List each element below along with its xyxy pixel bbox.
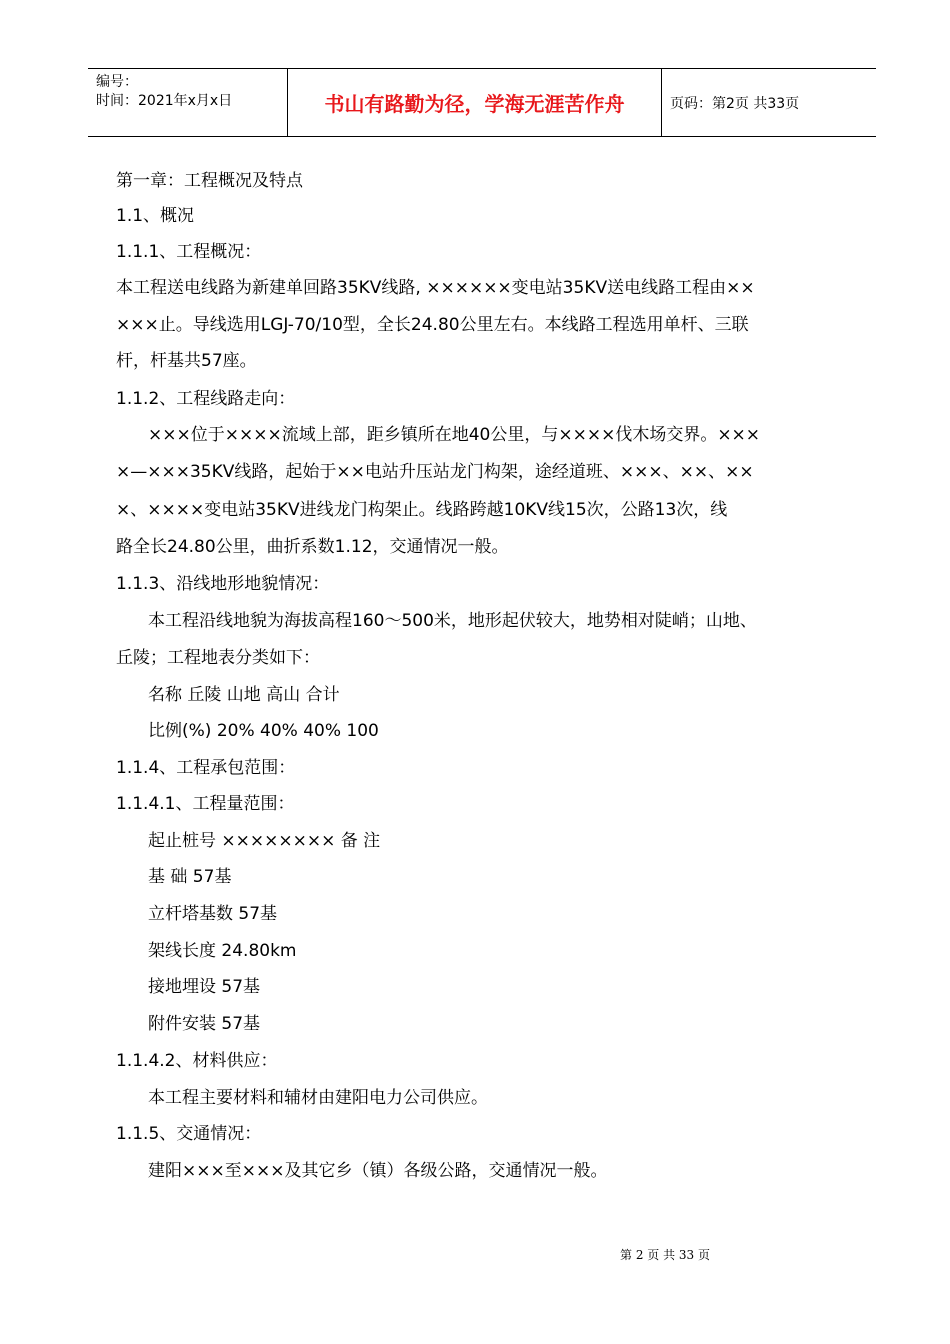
- section-heading: 1.1、概况: [116, 206, 195, 226]
- footer-page-number: 第 2 页 共 33 页: [620, 1248, 710, 1262]
- paragraph-line: 本工程主要材料和辅材由建阳电力公司供应。: [148, 1088, 488, 1108]
- number-label: 编号：: [96, 74, 138, 90]
- paragraph-line: 杆，杆基共57座。: [116, 351, 257, 371]
- subsection-heading: 1.1.4.2、材料供应：: [116, 1051, 278, 1071]
- quantity-table-row: 接地埋设 57基: [148, 977, 261, 997]
- terrain-table-row: 比例(%) 20% 40% 40% 100: [148, 721, 379, 741]
- time-label: 时间：2021年x月x日: [96, 93, 233, 109]
- header-left-cell: [88, 69, 288, 136]
- header-page-info: 页码：第2页 共33页: [670, 95, 800, 112]
- subsection-heading: 1.1.5、交通情况：: [116, 1124, 262, 1144]
- paragraph-line: 本工程送电线路为新建单回路35KV线路, ××××××变电站35KV送电线路工程由××: [116, 278, 755, 298]
- quantity-table-row: 基 础 57基: [148, 867, 232, 887]
- header-motto: 书山有路勤为径，学海无涯苦作舟: [288, 69, 662, 136]
- terrain-table-header: 名称 丘陵 山地 高山 合计: [148, 685, 340, 705]
- quantity-table-row: 附件安装 57基: [148, 1014, 261, 1034]
- subsection-heading: 1.1.4、工程承包范围：: [116, 758, 296, 778]
- quantity-table-row: 架线长度 24.80km: [148, 941, 297, 961]
- paragraph-line: ×、××××变电站35KV进线龙门构架止。线路跨越10KV线15次，公路13次，线: [116, 500, 728, 520]
- paragraph-line: 丘陵；工程地表分类如下：: [116, 648, 320, 668]
- subsection-heading: 1.1.1、工程概况：: [116, 242, 262, 262]
- subsection-heading: 1.1.3、沿线地形地貌情况：: [116, 574, 330, 594]
- subsection-heading: 1.1.2、工程线路走向：: [116, 389, 296, 409]
- paragraph-line: ×××止。导线选用LGJ-70/10型，全长24.80公里左右。本线路工程选用单杆、三联: [116, 315, 749, 335]
- page-footer: [0, 1246, 950, 1263]
- chapter-title: 第一章：工程概况及特点: [116, 171, 303, 191]
- quantity-table-header: 起止桩号 ×××××××× 备 注: [148, 831, 381, 851]
- paragraph-line: 路全长24.80公里，曲折系数1.12，交通情况一般。: [116, 537, 509, 557]
- subsection-heading: 1.1.4.1、工程量范围：: [116, 794, 295, 814]
- page-header: [88, 68, 876, 137]
- paragraph-line: ×××位于××××流域上部，距乡镇所在地40公里，与××××伐木场交界。×××: [148, 425, 761, 445]
- quantity-table-row: 立杆塔基数 57基: [148, 904, 278, 924]
- paragraph-line: 建阳×××至×××及其它乡（镇）各级公路，交通情况一般。: [148, 1161, 608, 1181]
- paragraph-line: ×—×××35KV线路，起始于××电站升压站龙门构架，途经道班、×××、××、××: [116, 462, 754, 482]
- paragraph-line: 本工程沿线地貌为海拔高程160～500米，地形起伏较大，地势相对陡峭；山地、: [148, 611, 757, 631]
